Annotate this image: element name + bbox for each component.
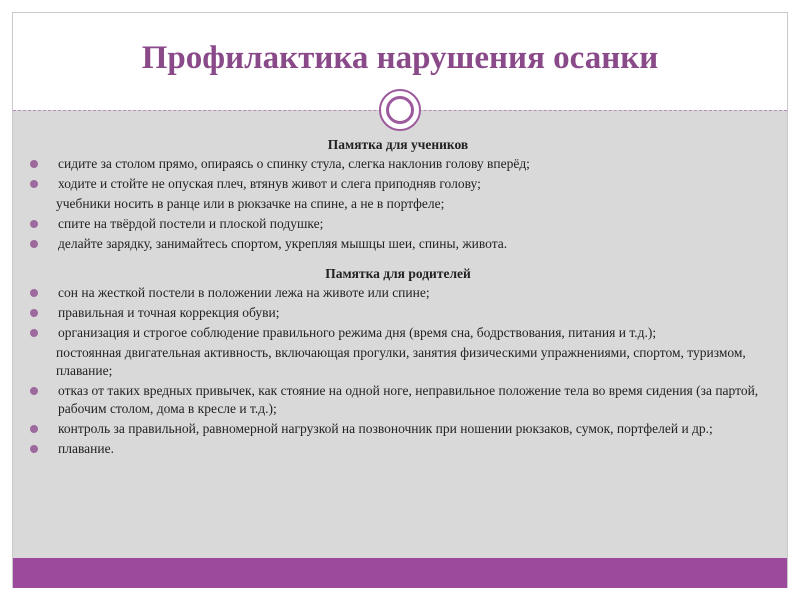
- bullet-icon: [30, 220, 38, 228]
- list-item: [28, 155, 768, 173]
- list-item: [28, 215, 768, 233]
- list-item: [28, 344, 768, 380]
- bottom-accent-bar: [13, 558, 787, 588]
- list-item: [28, 304, 768, 322]
- bullet-icon: [30, 329, 38, 337]
- bullet-icon: [30, 180, 38, 188]
- list-item-text: делайте зарядку, занимайтесь спортом, укрепляя мышцы шеи, спины, живота.: [58, 236, 508, 251]
- slide-content: [28, 136, 768, 460]
- list-item: [28, 382, 768, 418]
- bullet-icon: [30, 240, 38, 248]
- list-item-text: контроль за правильной, равномерной нагрузкой на позвоночник при ношении рюкзаков, сумок, портфелей и др.;: [58, 421, 713, 436]
- students-list: [28, 155, 768, 253]
- list-item-text: организация и строгое соблюдение правильного режима дня (время сна, бодрствования, питания и т.д.);: [58, 325, 657, 340]
- list-item-text: учебники носить в ранце или в рюкзачке на спине, а не в портфеле;: [56, 196, 445, 211]
- ring-ornament-icon: [379, 89, 421, 131]
- ring-inner-icon: [386, 96, 414, 124]
- list-item-text: сидите за столом прямо, опираясь о спинку стула, слегка наклонив голову вперёд;: [58, 156, 530, 171]
- parents-heading: Памятка для родителей: [325, 266, 471, 281]
- list-item-text: отказ от таких вредных привычек, как стояние на одной ноге, неправильное положение тела во время сидения (за партой, рабочим столом, дома в кресле и т.д.);: [58, 383, 759, 416]
- bullet-icon: [30, 425, 38, 433]
- list-item-text: правильная и точная коррекция обуви;: [58, 305, 280, 320]
- bullet-icon: [30, 445, 38, 453]
- list-item-text: плавание.: [58, 441, 114, 456]
- list-item-text: сон на жесткой постели в положении лежа на животе или спине;: [58, 285, 430, 300]
- list-item: [28, 235, 768, 253]
- list-item: [28, 324, 768, 342]
- parents-list: [28, 284, 768, 458]
- list-item-text: постоянная двигательная активность, включающая прогулки, занятия физическими упражнениями, спортом, туризмом, плавание;: [56, 345, 746, 378]
- bullet-icon: [30, 387, 38, 395]
- slide-title: Профилактика нарушения осанки: [141, 40, 659, 76]
- students-heading: Памятка для учеников: [327, 137, 469, 152]
- bullet-icon: [30, 160, 38, 168]
- list-item-text: ходите и стойте не опуская плеч, втянув живот и слега приподняв голову;: [58, 176, 481, 191]
- list-item-text: спите на твёрдой постели и плоской подушке;: [58, 216, 324, 231]
- list-item: [28, 420, 768, 438]
- list-item: [28, 284, 768, 302]
- list-item: [28, 175, 768, 193]
- bullet-icon: [30, 289, 38, 297]
- list-item: [28, 440, 768, 458]
- bullet-icon: [30, 309, 38, 317]
- list-item: [28, 195, 768, 213]
